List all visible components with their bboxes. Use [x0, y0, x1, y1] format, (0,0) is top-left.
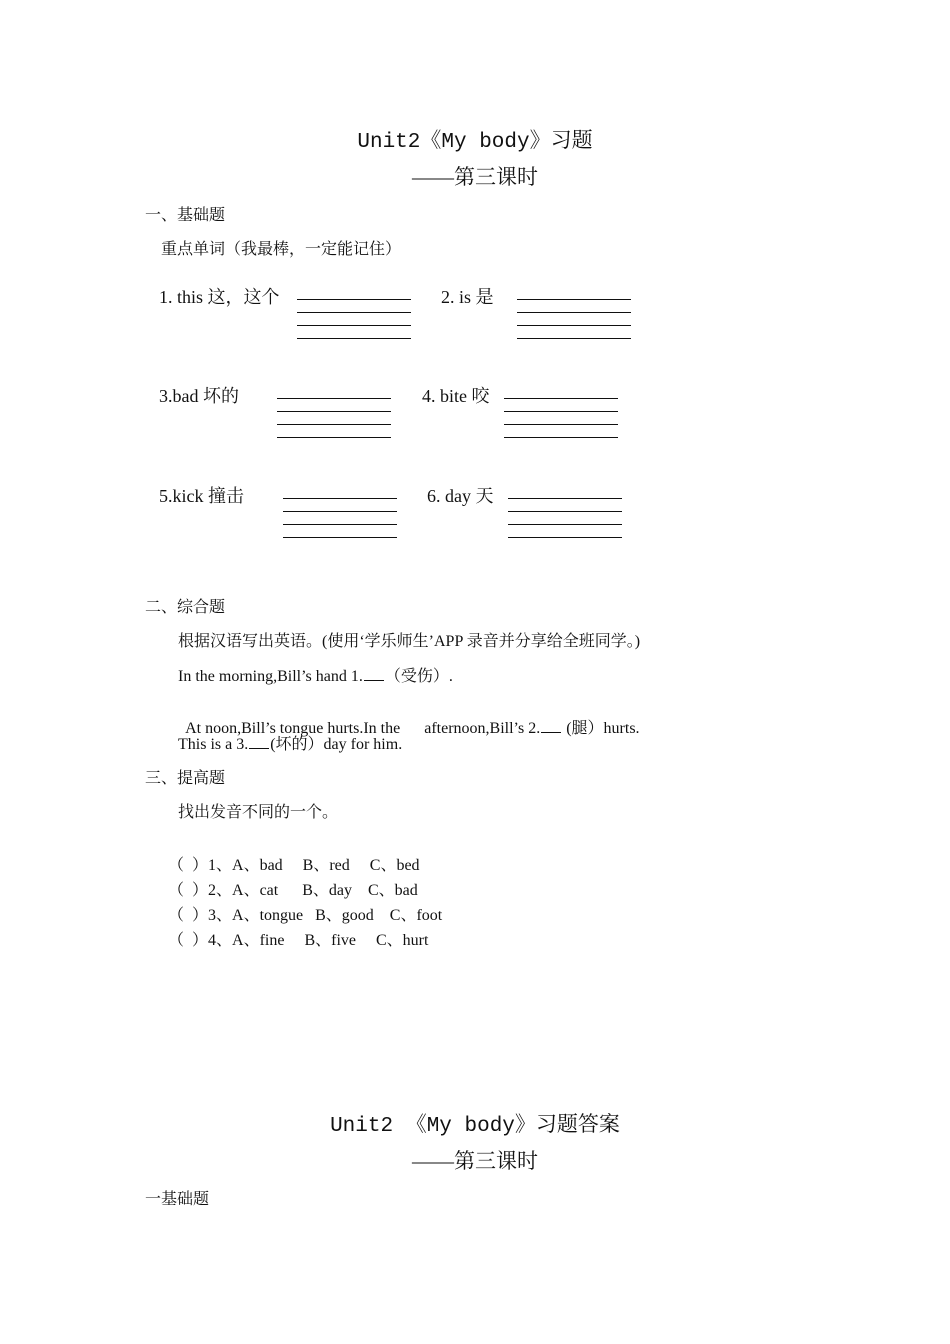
answer-paren[interactable]: （ ） — [168, 932, 209, 949]
vocab-item-5: 5.kick 撞击 — [159, 486, 244, 506]
writing-lines-5[interactable] — [283, 498, 397, 544]
exercise-line-1-hint: （受伤）. — [384, 668, 453, 685]
exercise-line-3 — [178, 731, 402, 754]
question-row — [160, 909, 428, 950]
answer-blank-1[interactable] — [364, 666, 384, 681]
answer-paren[interactable]: （ ） — [168, 857, 209, 874]
answer-paren[interactable]: （ ） — [168, 882, 209, 899]
answer-blank-2[interactable] — [541, 718, 561, 733]
answer-blank-3[interactable] — [249, 734, 269, 749]
answer-paren[interactable]: （ ） — [168, 907, 209, 924]
exercise-line-1-text: In the morning,Bill’s hand 1. — [178, 668, 363, 685]
exercise-line-3-text: This is a 3. — [178, 736, 249, 753]
vocab-item-1: 1. this 这，这个 — [159, 287, 280, 307]
question-text: 4、A、fine B、five C、hurt — [208, 932, 429, 949]
exercise-line-2-text: At noon,Bill’s tongue hurts.In the afternoon,Bill’s 2. — [185, 720, 541, 737]
exercise-line-2-hint: (腿）hurts. — [562, 720, 640, 737]
answers-section-1-heading: 一基础题 — [145, 1191, 210, 1208]
exercise-line-3-hint: (坏的）day for him. — [270, 736, 403, 753]
question-text: 3、A、tongue B、good C、foot — [208, 907, 443, 924]
vocab-item-4: 4. bite 咬 — [422, 386, 490, 406]
answers-title: Unit2 《My body》习题答案 — [330, 1115, 620, 1138]
question-text: 2、A、cat B、day C、bad — [208, 882, 418, 899]
section-3-instruction: 找出发音不同的一个。 — [178, 804, 339, 821]
writing-lines-4[interactable] — [504, 398, 618, 444]
page-subtitle: ——第三课时 — [412, 165, 538, 189]
page-title: Unit2《My body》习题 — [357, 131, 593, 154]
vocab-item-6: 6. day 天 — [427, 486, 494, 506]
question-text: 1、A、bad B、red C、bed — [208, 857, 420, 874]
section-2-heading: 二、综合题 — [145, 599, 226, 616]
section-2-instruction: 根据汉语写出英语。(使用‘学乐师生’APP 录音并分享给全班同学。) — [178, 633, 641, 650]
section-1-heading: 一、基础题 — [145, 207, 226, 224]
writing-lines-1[interactable] — [297, 299, 411, 345]
writing-lines-6[interactable] — [508, 498, 622, 544]
section-3-heading: 三、提高题 — [145, 770, 226, 787]
writing-lines-2[interactable] — [517, 299, 631, 345]
section-1-instruction: 重点单词（我最棒，一定能记住） — [161, 241, 402, 258]
vocab-item-3: 3.bad 坏的 — [159, 386, 239, 406]
exercise-line-1 — [178, 663, 453, 686]
writing-lines-3[interactable] — [277, 398, 391, 444]
vocab-item-2: 2. is 是 — [441, 287, 494, 307]
answers-subtitle: ——第三课时 — [412, 1149, 538, 1173]
